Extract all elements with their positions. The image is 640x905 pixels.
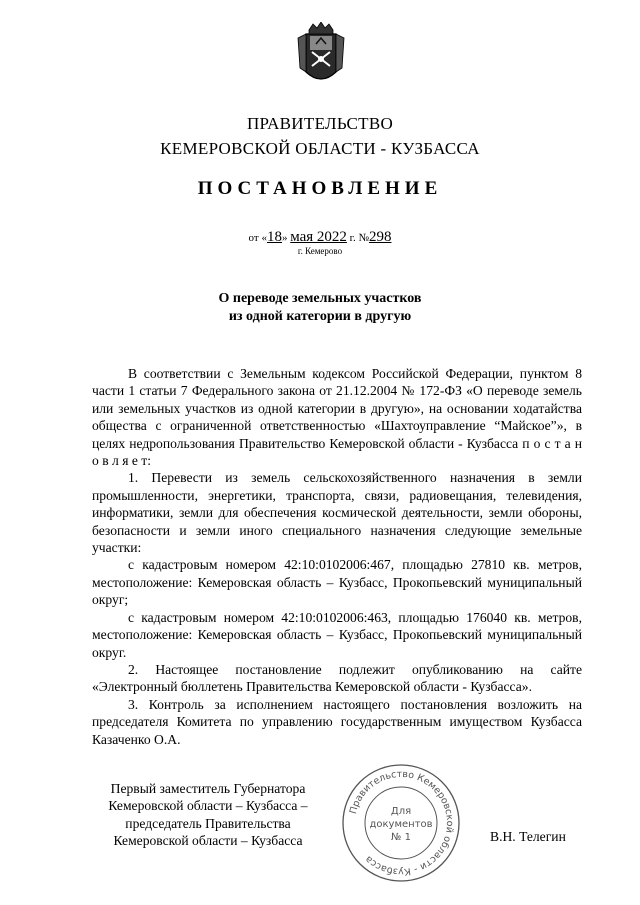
seal-ring-text: Правительство Кемеровской области - Кузбасса [347,768,456,878]
seal-center-line3: № 1 [391,832,411,843]
signatory-name: В.Н. Телегин [490,829,566,844]
seal-center-line2: документов [369,819,433,830]
document-type-title: ПОСТАНОВЛЕНИЕ [197,178,443,199]
document-body [92,365,582,748]
subject-line1: О переводе земельных участков [218,291,422,306]
date-prefix: от « [248,232,267,244]
position-line2: Кемеровской области – Кузбасса – [108,798,308,814]
position-line1: Первый заместитель Губернатора [110,781,306,796]
seal-center-line1: Для [390,806,412,817]
date-month-year: мая 2022 [290,229,347,245]
position-line4: Кемеровской области – Кузбасса [113,833,303,849]
paragraph-item-2: 2. Настоящее постановление подлежит опубликованию на сайте «Электронный бюллетень Правительства Кемеровской области - Кузбасса». [92,661,582,695]
signatory-position [88,780,328,850]
date-day: 18 [266,229,282,245]
date-number-line [0,229,640,246]
position-line3: председатель Правительства [125,815,291,831]
paragraph-plot-463: с кадастровым номером 42:10:0102006:463, площадью 176040 кв. метров, местоположение: Кемеровская область – Кузбасс, Прокопьевский муниципальный округ. [92,609,582,660]
government-title-line2: КЕМЕРОВСКОЙ ОБЛАСТИ - КУЗБАССА [160,139,480,158]
official-seal-stamp [340,762,462,884]
date-suffix: г. № [346,232,369,244]
paragraph-plot-467: с кадастровым номером 42:10:0102006:467, площадью 27810 кв. метров, местоположение: Кемеровская область – Кузбасс, Прокопьевский муниципальный округ; [92,557,582,608]
city-label: г. Кемерово [297,246,343,256]
paragraph-item-3: 3. Контроль за исполнением настоящего постановления возложить на председателя Комитета по управлению государственным имуществом Кузбасса Казаченко О.А. [92,696,582,747]
document-subject [0,290,640,326]
paragraph-item-1: 1. Перевести из земель сельскохозяйственного назначения в земли промышленности, энергетики, транспорта, связи, радиовещания, телевидения, информатики, земли для обеспечения космической деятельности, земли обороны, безопасности и земли иного специального назначения следующие земельные участки: [92,470,582,556]
date-mid: » [281,232,291,244]
kuzbass-coat-of-arms-icon [296,22,346,88]
paragraph-preamble: В соответствии с Земельным кодексом Российской Федерации, пунктом 8 части 1 статьи 7 Федерального закона от 21.12.2004 № 172-ФЗ «О переводе земель или земельных участков из одной категории в другую», на основании ходатайства общества с ограниченной ответственностью «Шахтоуправление “Майское”», в целях недропользования Правительство Кемеровской области - Кузбасса п о с т а н о в л я е т: [92,366,582,469]
government-title-line1: ПРАВИТЕЛЬСТВО [246,114,394,133]
subject-line2: из одной категории в другую [228,309,412,324]
document-number: 298 [368,229,392,245]
